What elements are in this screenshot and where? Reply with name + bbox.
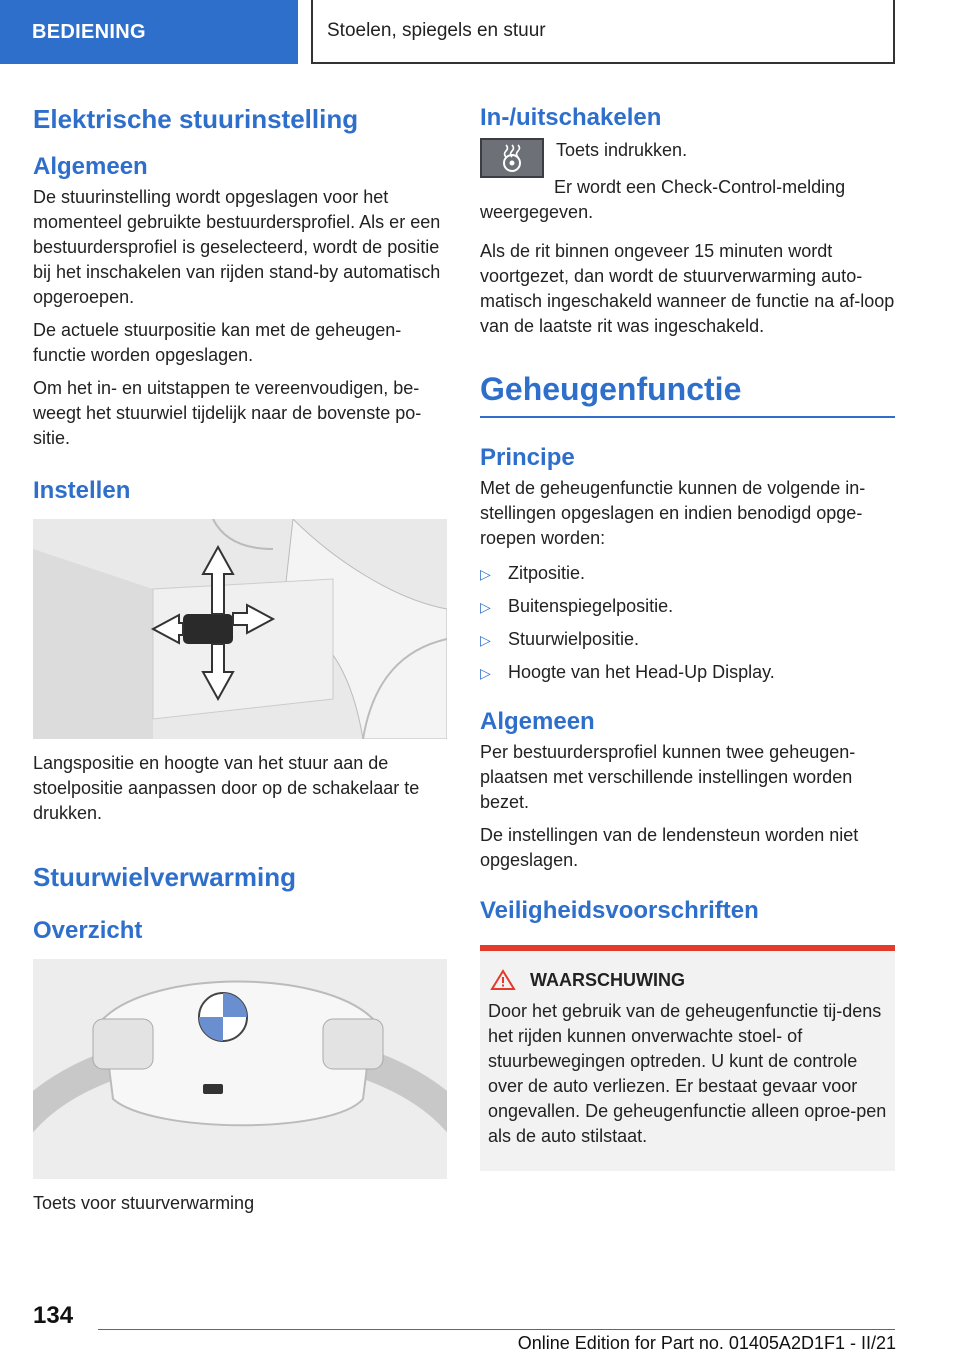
steering-switch-drawing: [33, 519, 447, 739]
heading-electric-steering: Elektrische stuurinstelling: [33, 104, 359, 134]
left-column: [33, 96, 447, 1216]
section-label: BEDIENING: [32, 20, 146, 43]
paragraph-entry: Om het in- en uitstappen te vereenvoudigen, be-weegt het stuurwiel tijdelijk naar de bovenste po-sitie.: [33, 378, 422, 448]
heading-general-memory: Algemeen: [480, 708, 595, 735]
paragraph-check-control: Er wordt een Check-Control-melding weergegeven.: [480, 177, 846, 222]
paragraph-memory: De actuele stuurpositie kan met de geheugen-functie worden opgeslagen.: [33, 320, 402, 365]
section-tab: [0, 0, 298, 64]
bullet-triangle-icon: ▷: [480, 632, 491, 648]
heading-steering-heating: Stuurwielverwarming: [33, 862, 296, 892]
chapter-label: Stoelen, spiegels en stuur: [327, 20, 546, 41]
bullet-triangle-icon: ▷: [480, 566, 491, 582]
edition-note: Online Edition for Part no. 01405A2D1F1 - II/21: [517, 1333, 896, 1353]
warning-header: [488, 969, 887, 991]
paragraph-lumbar: De instellingen van de lendensteun worden niet opgeslagen.: [480, 825, 859, 870]
heading-adjust: Instellen: [33, 477, 131, 504]
heading-onoff: In-/uitschakelen: [480, 104, 662, 131]
warning-title: WAARSCHUWING: [530, 969, 685, 990]
heating-button-row: [480, 138, 895, 178]
heading-safety: Veiligheidsvoorschriften: [480, 897, 759, 924]
paragraph-memory-slots: Per bestuurdersprofiel kunnen twee geheugen-plaatsen met verschillende instellingen worden bezet.: [480, 742, 856, 812]
bullet-triangle-icon: ▷: [480, 665, 491, 681]
bullet-triangle-icon: ▷: [480, 599, 491, 615]
caption-switch: Langspositie en hoogte van het stuur aan de stoelpositie aanpassen door op de schakelaar te drukken.: [33, 753, 420, 823]
heading-overview: Overzicht: [33, 917, 143, 944]
list-item: ▷ Stuurwielpositie.: [480, 627, 895, 653]
steering-wheel-drawing: [33, 959, 447, 1179]
list-item: ▷ Buitenspiegelpositie.: [480, 594, 895, 620]
paragraph-principle: Met de geheugenfunctie kunnen de volgende in-stellingen opgeslagen en indien benodigd opge-roepen worden:: [480, 478, 866, 548]
list-item: ▷ Zitpositie.: [480, 561, 895, 587]
paragraph-press: Toets indrukken.: [556, 140, 688, 160]
chapter-header: [311, 0, 895, 64]
paragraph-profile: De stuurinstelling wordt opgeslagen voor het momenteel gebruikte bestuurdersprofiel. Als er een bestuurdersprofiel is geselecteerd, wordt de positie bij het inschakelen van rijden stand-by automatisch opgeroepen.: [33, 187, 441, 307]
heading-principle: Principe: [480, 444, 575, 471]
heading-memory-function: Geheugenfunctie: [480, 371, 895, 418]
footer-divider: [98, 1329, 895, 1330]
steering-wheel-illustration: [33, 959, 447, 1179]
memory-items-list: [480, 561, 895, 686]
paragraph-resume: Als de rit binnen ongeveer 15 minuten wordt voortgezet, dan wordt de stuurverwarming auto-matisch ingeschakeld wanneer de functie na af-loop van de laatste rit was ingeschakeld.: [480, 241, 895, 336]
steering-switch-illustration: [33, 519, 447, 739]
warning-box: [480, 945, 895, 1171]
heading-general: Algemeen: [33, 153, 148, 180]
warning-text: Door het gebruik van de geheugenfunctie tij-dens het rijden kunnen onverwachte stoel- of stuurbewegingen optreden. U kunt de controle over de auto verliezen. Er bestaat gevaar voor ongevallen. De geheugenfunctie alleen oproe-pen als de auto stilstaat.: [488, 1001, 887, 1146]
list-item: ▷ Hoogte van het Head-Up Display.: [480, 660, 895, 686]
page-number: 134: [33, 1302, 74, 1329]
heated-steering-wheel-icon: [480, 138, 544, 178]
warning-triangle-icon: [490, 969, 516, 991]
caption-heating-button: Toets voor stuurverwarming: [33, 1193, 255, 1213]
right-column: [480, 96, 895, 1171]
